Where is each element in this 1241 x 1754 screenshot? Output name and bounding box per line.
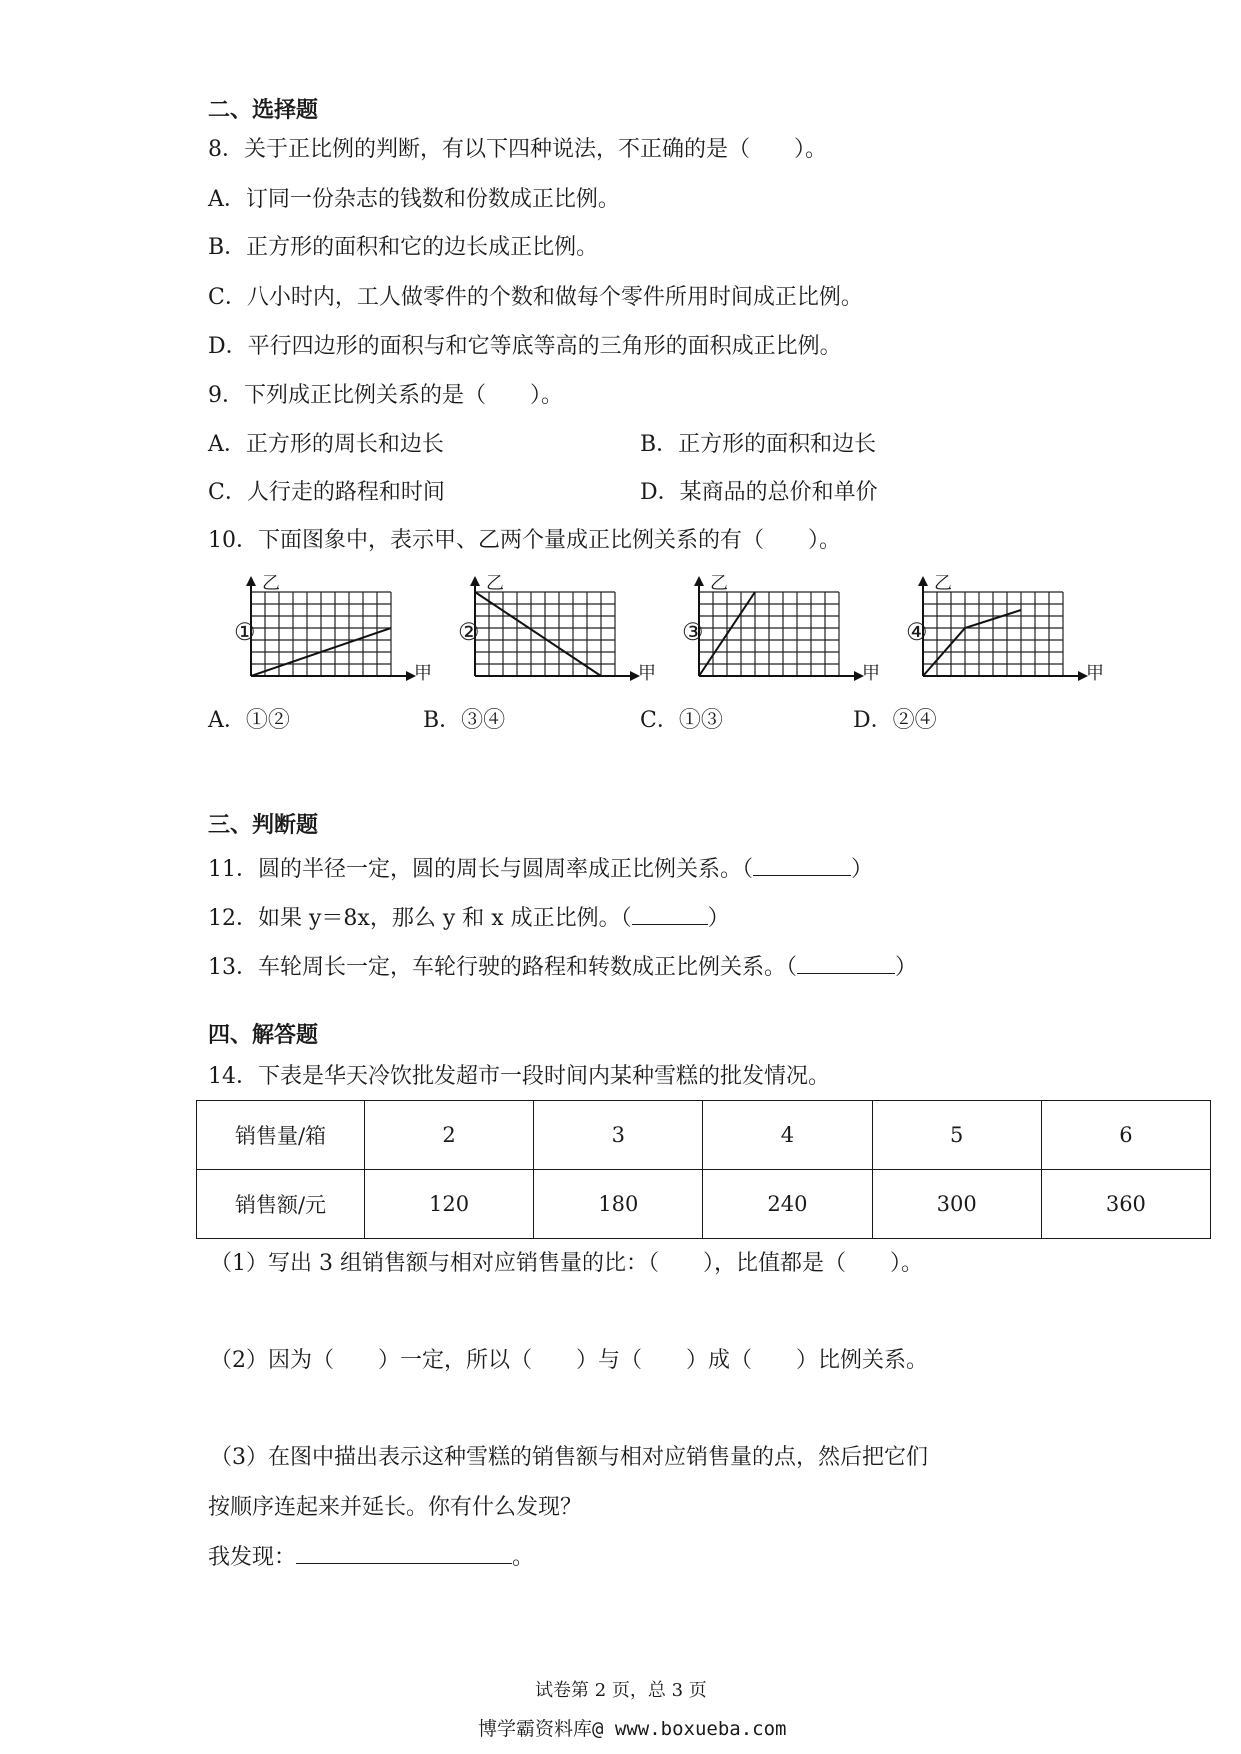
question-14-stem: 14．下表是华天冷饮批发超市一段时间内某种雪糕的批发情况。 (208, 1064, 830, 1089)
question-12-text: 12．如果 y＝8x，那么 y 和 x 成正比例。（ (208, 906, 632, 931)
finding-answer-blank[interactable] (296, 1543, 512, 1564)
graph-2-label: ② (458, 618, 480, 646)
question-13-answer-blank[interactable] (797, 953, 895, 974)
section-title-answer: 四、解答题 (208, 1023, 319, 1048)
graph-3-y-axis-label: 乙 (710, 573, 728, 594)
question-8-option-b: B．正方形的面积和它的边长成正比例。 (208, 235, 599, 260)
table-cell: 6 (1041, 1101, 1210, 1170)
table-cell: 240 (703, 1170, 872, 1239)
table-cell: 3 (534, 1101, 703, 1170)
question-9-option-d: D．某商品的总价和单价 (640, 480, 878, 505)
graph-4-label: ④ (906, 618, 928, 646)
question-14-sub-2: （2）因为（ ）一定，所以（ ）与（ ）成（ ）比例关系。 (210, 1348, 928, 1373)
question-9-option-b: B．正方形的面积和边长 (640, 432, 877, 457)
question-10-stem: 10．下面图象中，表示甲、乙两个量成正比例关系的有（ ）。 (208, 528, 841, 553)
question-12-close: ） (707, 906, 730, 931)
finding-label: 我发现： (208, 1545, 297, 1570)
table-row (197, 1170, 1211, 1239)
question-11-text: 11．圆的半径一定，圆的周长与圆周率成正比例关系。（ (208, 857, 753, 882)
question-11-answer-blank[interactable] (753, 855, 851, 876)
table-cell: 360 (1041, 1170, 1210, 1239)
question-14-sub-3-line-1: （3）在图中描出表示这种雪糕的销售额与相对应销售量的点，然后把它们 (210, 1445, 928, 1470)
graph-2-x-axis-label: 甲 (638, 663, 656, 684)
question-8-option-a: A．订同一份杂志的钱数和份数成正比例。 (208, 187, 620, 212)
question-14-sub-3-line-2: 按顺序连起来并延长。你有什么发现？ (208, 1495, 583, 1520)
question-11-close: ） (851, 857, 874, 882)
question-8-stem: 8．关于正比例的判断，有以下四种说法，不正确的是（ ）。 (208, 137, 827, 162)
question-8-option-d: D．平行四边形的面积与和它等底等高的三角形的面积成正比例。 (208, 334, 842, 359)
question-12-answer-blank[interactable] (632, 904, 708, 925)
question-13-text: 13．车轮周长一定，车轮行驶的路程和转数成正比例关系。（ (208, 955, 797, 980)
question-8-option-c: C．八小时内，工人做零件的个数和做每个零件所用时间成正比例。 (208, 285, 863, 310)
graph-4-y-axis-label: 乙 (934, 573, 952, 594)
table-row-header: 销售量/箱 (197, 1101, 365, 1170)
graph-1-y-axis-label: 乙 (262, 573, 280, 594)
question-9-stem: 9．下列成正比例关系的是（ ）。 (208, 383, 563, 408)
page-number: 试卷第 2 页，总 3 页 (535, 1680, 707, 1701)
source-watermark: 博学霸资料库@ www.boxueba.com (478, 1718, 787, 1740)
graph-1-x-axis-label: 甲 (414, 663, 432, 684)
graph-4-line (923, 610, 1021, 676)
table-row (197, 1101, 1211, 1170)
graph-1-label: ① (234, 618, 256, 646)
graph-3-label: ③ (682, 618, 704, 646)
question-10-option-b: B．③④ (423, 708, 506, 733)
section-title-judgement: 三、判断题 (208, 813, 319, 838)
question-14-finding (208, 1543, 534, 1572)
table-cell: 300 (872, 1170, 1041, 1239)
table-cell: 4 (703, 1101, 872, 1170)
question-14-sub-1: （1）写出 3 组销售额与相对应销售量的比：（ ），比值都是（ ）。 (210, 1251, 923, 1276)
question-12 (208, 904, 730, 933)
graph-4-x-axis-label: 甲 (1086, 663, 1104, 684)
question-13 (208, 953, 917, 982)
question-9-option-a: A．正方形的周长和边长 (208, 432, 444, 457)
table-row-header: 销售额/元 (197, 1170, 365, 1239)
table-cell: 2 (365, 1101, 534, 1170)
question-11 (208, 855, 873, 884)
graph-3-x-axis-label: 甲 (862, 663, 880, 684)
question-10-option-c: C．①③ (640, 708, 723, 733)
table-cell: 180 (534, 1170, 703, 1239)
finding-end: 。 (512, 1545, 535, 1570)
table-cell: 120 (365, 1170, 534, 1239)
question-10-option-a: A．①② (208, 708, 290, 733)
question-10-option-d: D．②④ (853, 708, 937, 733)
section-title-choice: 二、选择题 (208, 98, 319, 123)
table-cell: 5 (872, 1101, 1041, 1170)
question-9-option-c: C．人行走的路程和时间 (208, 480, 445, 505)
graph-2-y-axis-label: 乙 (486, 573, 504, 594)
sales-table (196, 1100, 1211, 1239)
question-13-close: ） (895, 955, 918, 980)
